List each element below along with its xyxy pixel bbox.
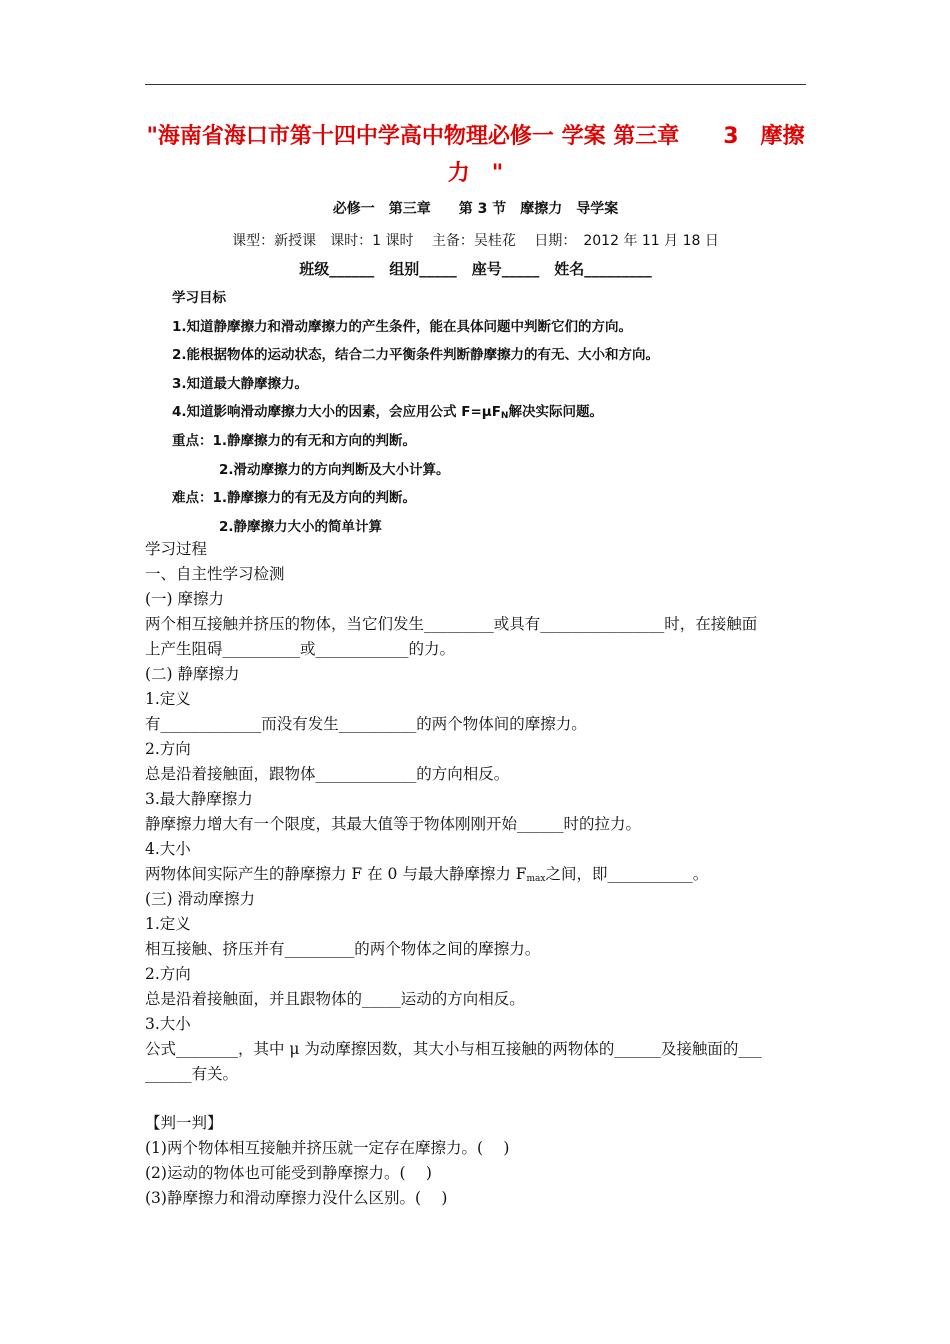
text-line: 总是沿着接触面，跟物体_____________的方向相反。 [145,765,510,783]
text-line: ______有关。 [145,1065,239,1083]
text-line: 上产生阻碍__________或____________的力。 [145,640,456,658]
goal-item: 3.知道最大静摩擦力。 [172,375,309,392]
lesson-meta: 课型：新授课 课时：1 课时 主备：吴桂花 日期： 2012 年 11 月 18 日 [232,233,719,249]
goals-heading: 学习目标 [172,290,226,306]
goal-item: 4.知道影响滑动摩擦力大小的因素，会应用公式 $F=\mu F_N$解决实际问题。 [172,404,603,422]
text-line: (二) 静摩擦力 [145,665,240,683]
text-line: 两个相互接触并挤压的物体，当它们发生_________或具有________________时，在接触面 [145,615,758,633]
text-line: 有_____________而没有发生__________的两个物体间的摩擦力。 [145,715,587,733]
difficult-point: 难点：1.静摩擦力的有无及方向的判断。 [172,490,417,507]
learning-process [145,537,810,1211]
judge-item: (3)静摩擦力和滑动摩擦力没什么区别。( ) [145,1189,448,1207]
student-fields: 班级______ 组别_____ 座号_____ 姓名_________ [299,260,652,278]
judge-item: (1)两个物体相互接触并挤压就一定存在摩擦力。( ) [145,1139,510,1157]
goal-item: 2.能根据物体的运动状态，结合二力平衡条件判断静摩擦力的有无、大小和方向。 [172,347,660,364]
text-line: 公式________，其中 μ 为动摩擦因数，其大小与相互接触的两物体的______及接触面的___ [145,1040,762,1058]
judge-heading: 【判一判】 [145,1114,223,1132]
section-heading: 必修一 第三章 第 3 节 摩擦力 导学案 [332,201,619,217]
text-line: 两物体间实际产生的静摩擦力 F 在 0 与最大静摩擦力 $F_{max}$之间，即___________。 [145,865,709,884]
text-line: 2.方向 [145,965,191,983]
key-point: 重点：1.静摩擦力的有无和方向的判断。 [172,432,417,449]
spacer [145,1087,810,1111]
text-line: 2.方向 [145,740,191,758]
learning-goals [172,284,792,541]
document-title: "海南省海口市第十四中学高中物理必修一 学案 第三章 3 摩擦力 " [146,124,805,186]
text-line: 一、自主性学习检测 [145,565,285,583]
text-line: (三) 滑动摩擦力 [145,890,256,908]
text-line: 静摩擦力增大有一个限度，其最大值等于物体刚刚开始______时的拉力。 [145,815,642,833]
header-rule [145,84,806,85]
text-line: 总是沿着接触面，并且跟物体的_____运动的方向相反。 [145,990,525,1008]
text-line: 相互接触、挤压并有_________的两个物体之间的摩擦力。 [145,940,541,958]
text-line: 1.定义 [145,690,191,708]
text-line: 1.定义 [145,915,191,933]
judge-item: (2)运动的物体也可能受到静摩擦力。( ) [145,1164,432,1182]
goal-item: 1.知道静摩擦力和滑动摩擦力的产生条件，能在具体问题中判断它们的方向。 [172,318,633,335]
text-line: 4.大小 [145,840,191,858]
text-line: 学习过程 [145,540,208,558]
difficult-point: 2.静摩擦力大小的简单计算 [219,518,383,535]
text-line: 3.最大静摩擦力 [145,790,253,808]
key-point: 2.滑动摩擦力的方向判断及大小计算。 [219,461,450,478]
text-line: 3.大小 [145,1015,191,1033]
text-line: (一) 摩擦力 [145,590,225,608]
